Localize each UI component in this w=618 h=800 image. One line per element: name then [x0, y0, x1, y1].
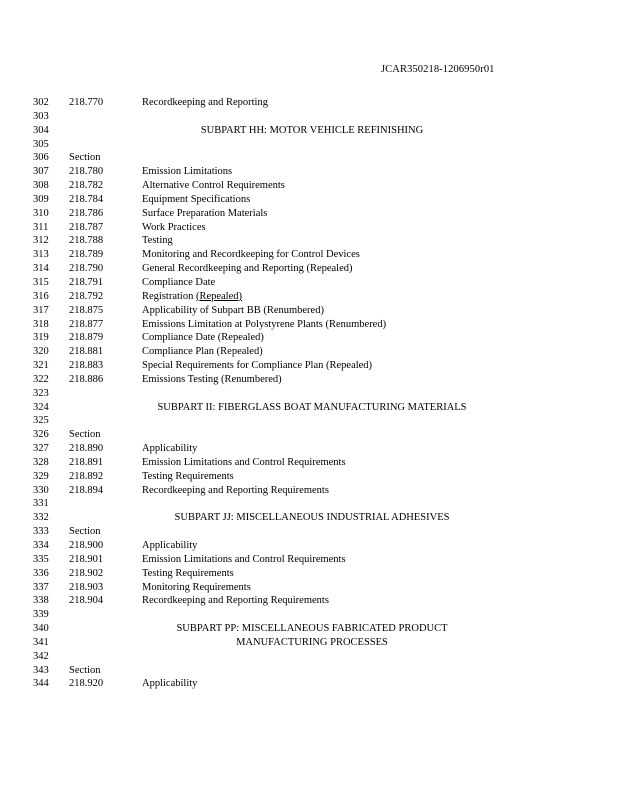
document-line: [0, 553, 618, 567]
section-number: Section: [69, 152, 101, 164]
document-line: [0, 428, 618, 442]
section-title: Applicability: [142, 678, 198, 690]
line-number: 332: [33, 512, 49, 524]
line-number: 340: [33, 623, 49, 635]
document-line: [0, 110, 618, 124]
section-title: Monitoring Requirements: [142, 581, 251, 593]
line-number: 329: [33, 470, 49, 482]
line-number: 310: [33, 207, 49, 219]
section-title: Applicability: [142, 443, 198, 455]
document-line: [0, 248, 618, 262]
section-number: Section: [69, 526, 101, 538]
document-line: [0, 345, 618, 359]
document-line: [0, 664, 618, 678]
section-title: Applicability: [142, 540, 198, 551]
document-line: [0, 318, 618, 332]
document-line: [0, 262, 618, 276]
subpart-heading: SUBPART II: FIBERGLASS BOAT MANUFACTURING MATERIALS: [157, 401, 467, 413]
document-line: [0, 138, 618, 152]
section-title: Recordkeeping and Reporting: [142, 97, 268, 108]
document-line: [0, 124, 618, 138]
section-number: 218.879: [69, 332, 104, 344]
section-title: Compliance Date: [142, 276, 216, 288]
document-line: [0, 193, 618, 207]
document-line: [0, 290, 618, 304]
section-title: Surface Preparation Materials: [142, 207, 268, 219]
section-number: 218.791: [69, 276, 104, 288]
document-line: [0, 594, 618, 608]
section-number: 218.892: [69, 470, 104, 482]
section-number: 218.875: [69, 304, 104, 316]
document-line: [0, 539, 618, 553]
document-line: [0, 622, 618, 636]
section-number: 218.784: [69, 193, 104, 205]
document-line: [0, 96, 618, 110]
document-line: [0, 401, 618, 415]
line-number: 311: [33, 221, 49, 233]
line-number: 336: [33, 567, 49, 579]
section-title: Applicability of Subpart BB (Renumbered): [142, 304, 324, 316]
line-number: 317: [33, 304, 49, 316]
line-number: 324: [33, 401, 49, 413]
line-number: 302: [33, 97, 49, 108]
section-number: 218.770: [69, 97, 104, 108]
underlined-text: (Repealed): [195, 290, 243, 302]
section-number: 218.903: [69, 581, 104, 593]
section-number: 218.881: [69, 346, 104, 358]
line-number: 323: [33, 387, 49, 399]
section-title: Testing Requirements: [142, 567, 234, 579]
line-number: 313: [33, 249, 49, 261]
section-title: Monitoring and Recordkeeping for Control Devices: [142, 249, 360, 261]
line-number: 306: [33, 152, 49, 164]
section-number: 218.789: [69, 249, 104, 261]
section-number: 218.886: [69, 373, 104, 385]
line-list: [0, 96, 618, 691]
line-number: 312: [33, 235, 49, 247]
section-number: 218.883: [69, 360, 104, 372]
document-line: [0, 165, 618, 179]
section-title: Equipment Specifications: [142, 193, 251, 205]
subpart-heading: SUBPART HH: MOTOR VEHICLE REFINISHING: [200, 124, 424, 136]
document-line: [0, 414, 618, 428]
document-line: [0, 221, 618, 235]
section-number: 218.786: [69, 207, 104, 219]
line-number: 315: [33, 276, 49, 288]
section-title: Recordkeeping and Reporting Requirements: [142, 484, 329, 496]
line-number: 316: [33, 290, 49, 302]
line-number: 319: [33, 332, 49, 344]
line-number: 325: [33, 415, 49, 427]
section-title: Testing Requirements: [142, 470, 234, 482]
line-number: 321: [33, 360, 49, 372]
document-line: [0, 359, 618, 373]
document-line: [0, 276, 618, 290]
line-number: 338: [33, 595, 49, 607]
section-title: Emissions Limitation at Polystyrene Plants (Renumbered): [142, 318, 387, 330]
line-number: 303: [33, 110, 49, 122]
subpart-heading: SUBPART JJ: MISCELLANEOUS INDUSTRIAL ADHESIVES: [174, 512, 450, 524]
document-line: [0, 677, 618, 691]
line-number: 322: [33, 373, 49, 385]
line-number: 314: [33, 263, 49, 275]
section-title: Emissions Testing (Renumbered): [142, 373, 282, 385]
document-line: [0, 484, 618, 498]
document-line: [0, 207, 618, 221]
section-number: 218.891: [69, 456, 104, 468]
section-number: Section: [69, 429, 101, 441]
section-number: 218.904: [69, 595, 104, 607]
section-title: Registration (Repealed): [142, 290, 243, 302]
section-number: 218.780: [69, 166, 104, 178]
line-number: 330: [33, 484, 49, 496]
line-number: 331: [33, 498, 49, 510]
section-number: 218.792: [69, 290, 104, 302]
line-number: 307: [33, 166, 49, 178]
document-line: [0, 151, 618, 165]
line-number: 339: [33, 609, 49, 621]
document-line: [0, 331, 618, 345]
line-number: 343: [33, 664, 49, 676]
section-title: Work Practices: [142, 221, 206, 233]
line-number: 304: [33, 124, 49, 136]
section-title: General Recordkeeping and Reporting (Repealed): [142, 263, 353, 275]
line-number: 337: [33, 581, 49, 593]
line-number: 320: [33, 346, 49, 358]
section-number: 218.890: [69, 443, 104, 455]
document-line: [0, 304, 618, 318]
document-id: JCAR350218-1206950r01: [381, 64, 495, 75]
document-line: [0, 636, 618, 650]
line-number: 328: [33, 456, 49, 468]
section-title: Special Requirements for Compliance Plan (Repealed): [142, 360, 373, 372]
section-title: Alternative Control Requirements: [142, 180, 285, 192]
document-line: [0, 608, 618, 622]
section-number: 218.790: [69, 263, 104, 275]
section-number: 218.920: [69, 678, 104, 690]
document-line: [0, 650, 618, 664]
line-number: 309: [33, 193, 49, 205]
subpart-heading: MANUFACTURING PROCESSES: [236, 636, 388, 648]
document-line: [0, 387, 618, 401]
document-line: [0, 525, 618, 539]
section-title: Emission Limitations and Control Requirements: [142, 553, 346, 565]
section-title: Testing: [142, 235, 173, 247]
section-number: 218.787: [69, 221, 104, 233]
section-title: Recordkeeping and Reporting Requirements: [142, 595, 329, 607]
line-number: 344: [33, 678, 49, 690]
document-line: [0, 511, 618, 525]
line-number: 341: [33, 636, 49, 648]
section-title: Compliance Plan (Repealed): [142, 346, 263, 358]
section-number: 218.900: [69, 540, 104, 551]
document-line: [0, 567, 618, 581]
document-line: [0, 470, 618, 484]
section-title: Emission Limitations and Control Requirements: [142, 456, 346, 468]
section-number: 218.782: [69, 180, 104, 192]
section-number: 218.788: [69, 235, 104, 247]
line-number: 318: [33, 318, 49, 330]
line-number: 327: [33, 443, 49, 455]
section-number: Section: [69, 664, 101, 676]
line-number: 342: [33, 650, 49, 662]
document-line: [0, 497, 618, 511]
line-number: 305: [33, 138, 49, 150]
document-line: [0, 234, 618, 248]
document-line: [0, 373, 618, 387]
line-number: 326: [33, 429, 49, 441]
document-line: [0, 456, 618, 470]
section-number: 218.894: [69, 484, 104, 496]
subpart-heading: SUBPART PP: MISCELLANEOUS FABRICATED PRODUCT: [176, 623, 448, 635]
section-title: Emission Limitations: [142, 166, 233, 178]
section-number: 218.901: [69, 553, 104, 565]
section-title: Compliance Date (Repealed): [142, 332, 264, 344]
document-line: [0, 179, 618, 193]
section-number: 218.902: [69, 567, 104, 579]
document-line: [0, 442, 618, 456]
section-number: 218.877: [69, 318, 104, 330]
line-number: 335: [33, 553, 49, 565]
line-number: 308: [33, 180, 49, 192]
line-number: 333: [33, 526, 49, 538]
line-number: 334: [33, 540, 49, 551]
document-line: [0, 581, 618, 595]
